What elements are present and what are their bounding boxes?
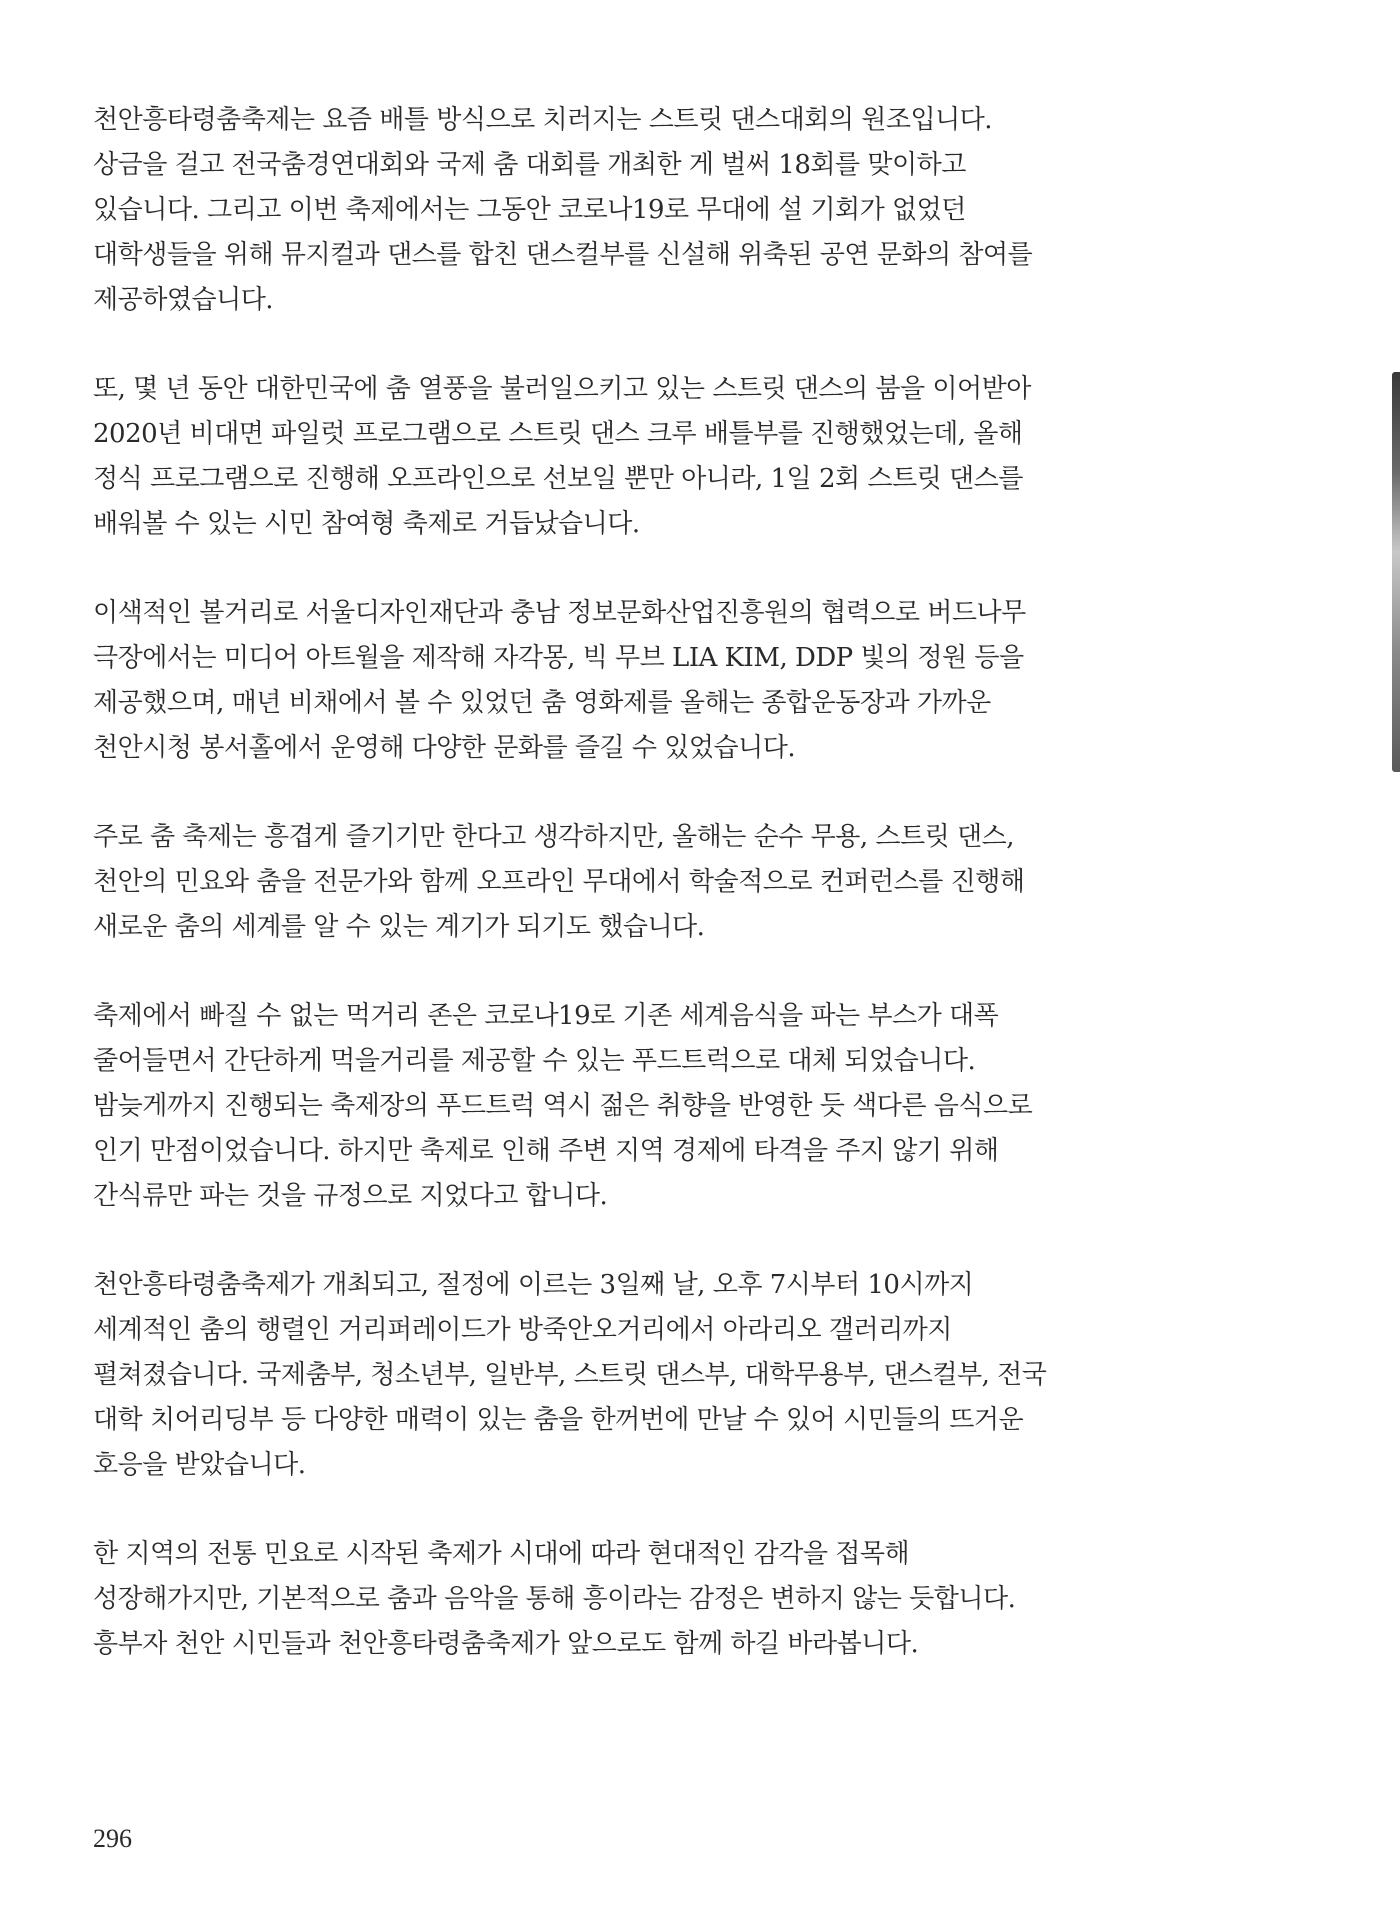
text-line: 대학생들을 위해 뮤지컬과 댄스를 합친 댄스컬부를 신설해 위축된 공연 문화의 참여를: [93, 240, 1033, 270]
text-line: 성장해가지만, 기본적으로 춤과 음악을 통해 흥이라는 감정은 변하지 않는 듯합니다.: [93, 1584, 1016, 1614]
paragraph: [93, 994, 1073, 1219]
text-line: 상금을 걸고 전국춤경연대회와 국제 춤 대회를 개최한 게 벌써 18회를 맞이하고: [93, 150, 966, 180]
text-line: 대학 치어리딩부 등 다양한 매력이 있는 춤을 한꺼번에 만날 수 있어 시민들의 뜨거운: [93, 1405, 1024, 1435]
text-line: 천안의 민요와 춤을 전문가와 함께 오프라인 무대에서 학술적으로 컨퍼런스를 진행해: [93, 867, 1025, 897]
text-line: 극장에서는 미디어 아트월을 제작해 자각몽, 빅 무브 LIA KIM, DDP 빛의 정원 등을: [93, 643, 1024, 673]
text-line: 펼쳐졌습니다. 국제춤부, 청소년부, 일반부, 스트릿 댄스부, 대학무용부, 댄스컬부, 전국: [93, 1360, 1047, 1390]
text-line: 새로운 춤의 세계를 알 수 있는 계기가 되기도 했습니다.: [93, 912, 705, 942]
paragraph: [93, 1263, 1073, 1488]
text-line: 제공하였습니다.: [93, 285, 274, 315]
text-line: 또, 몇 년 동안 대한민국에 춤 열풍을 불러일으키고 있는 스트릿 댄스의 붐을 이어받아: [93, 374, 1031, 404]
text-line: 주로 춤 축제는 흥겹게 즐기기만 한다고 생각하지만, 올해는 순수 무용, 스트릿 댄스,: [93, 822, 1015, 852]
text-line: 있습니다. 그리고 이번 축제에서는 그동안 코로나19로 무대에 설 기회가 없었던: [93, 195, 966, 225]
text-line: 배워볼 수 있는 시민 참여형 축제로 거듭났습니다.: [93, 509, 640, 539]
text-line: 축제에서 빠질 수 없는 먹거리 존은 코로나19로 기존 세계음식을 파는 부스가 대폭: [93, 1001, 999, 1031]
text-line: 이색적인 볼거리로 서울디자인재단과 충남 정보문화산업진흥원의 협력으로 버드나무: [93, 598, 1026, 628]
text-line: 제공했으며, 매년 비채에서 볼 수 있었던 춤 영화제를 올해는 종합운동장과 가까운: [93, 688, 991, 718]
adjacent-page-photo-edge: [1392, 372, 1400, 772]
text-line: 밤늦게까지 진행되는 축제장의 푸드트럭 역시 젊은 취향을 반영한 듯 색다른 음식으로: [93, 1091, 1033, 1121]
text-line: 천안시청 봉서홀에서 운영해 다양한 문화를 즐길 수 있었습니다.: [93, 733, 796, 763]
paragraph: [93, 1532, 1073, 1667]
text-line: 한 지역의 전통 민요로 시작된 축제가 시대에 따라 현대적인 감각을 접목해: [93, 1539, 910, 1569]
paragraph: [93, 367, 1073, 547]
text-line: 2020년 비대면 파일럿 프로그램으로 스트릿 댄스 크루 배틀부를 진행했었는데, 올해: [93, 419, 1023, 449]
paragraph: [93, 591, 1073, 771]
text-line: 줄어들면서 간단하게 먹을거리를 제공할 수 있는 푸드트럭으로 대체 되었습니다.: [93, 1046, 976, 1076]
paragraph: [93, 815, 1073, 950]
text-line: 천안흥타령춤축제는 요즘 배틀 방식으로 치러지는 스트릿 댄스대회의 원조입니다.: [93, 105, 993, 135]
text-line: 호응을 받았습니다.: [93, 1450, 306, 1480]
article-body: [93, 98, 1073, 1711]
text-line: 인기 만점이었습니다. 하지만 축제로 인해 주변 지역 경제에 타격을 주지 않기 위해: [93, 1136, 999, 1166]
text-line: 정식 프로그램으로 진행해 오프라인으로 선보일 뿐만 아니라, 1일 2회 스트릿 댄스를: [93, 464, 1023, 494]
paragraph: [93, 98, 1073, 323]
text-line: 세계적인 춤의 행렬인 거리퍼레이드가 방죽안오거리에서 아라리오 갤러리까지: [93, 1315, 952, 1345]
text-line: 간식류만 파는 것을 규정으로 지었다고 합니다.: [93, 1181, 608, 1211]
page-number: 296: [93, 1824, 132, 1853]
text-line: 흥부자 천안 시민들과 천안흥타령춤축제가 앞으로도 함께 하길 바라봅니다.: [93, 1629, 919, 1659]
text-line: 천안흥타령춤축제가 개최되고, 절정에 이르는 3일째 날, 오후 7시부터 10시까지: [93, 1270, 974, 1300]
